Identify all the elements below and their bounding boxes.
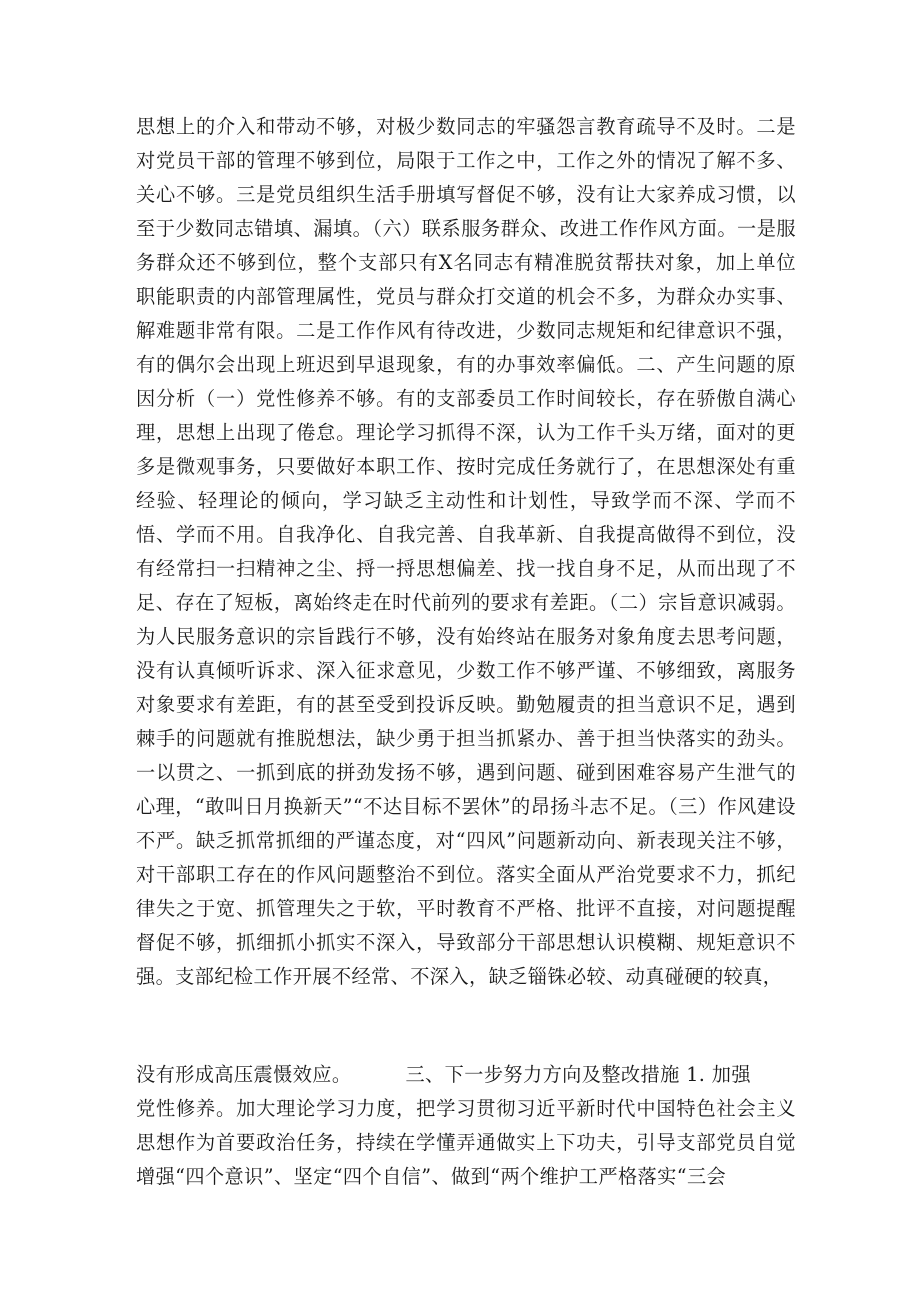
continuation-line (136, 1058, 796, 1092)
tail-paragraph: 党性修养。加大理论学习力度，把学习贯彻习近平新时代中国特色社会主义思想作为首要政治任务，持续在学懂弄通做实上下功夫，引导支部党员自觉增强“四个意识”、坚定“四个自信”、做到“两个维护工严格落实“三会 (136, 1097, 796, 1188)
continuation-left-text: 没有形成高压震慑效应。 (136, 1063, 352, 1086)
main-paragraph: 思想上的介入和带动不够，对极少数同志的牢骚怨言教育疏导不及时。二是对党员干部的管理不够到位，局限于工作之中，工作之外的情况了解不多、关心不够。三是党员组织生活手册填写督促不够，没有让大家养成习惯，以至于少数同志错填、漏填。（六）联系服务群众、改进工作作风方面。一是服务群众还不够到位，整个支部只有X名同志有精准脱贫帮扶对象，加上单位职能职责的内部管理属性，党员与群众打交道的机会不多，为群众办实事、解难题非常有限。二是工作作风有待改进，少数同志规矩和纪律意识不强，有的偶尔会出现上班迟到早退现象，有的办事效率偏低。二、产生问题的原因分析（一）党性修养不够。有的支部委员工作时间较长，存在骄傲自满心理，思想上出现了倦怠。理论学习抓得不深，认为工作千头万绪，面对的更多是微观事务，只要做好本职工作、按时完成任务就行了，在思想深处有重经验、轻理论的倾向，学习缺乏主动性和计划性，导致学而不深、学而不悟、学而不用。自我净化、自我完善、自我革新、自我提高做得不到位，没有经常扫一扫精神之尘、捋一捋思想偏差、找一找自身不足，从而出现了不足、存在了短板，离始终走在时代前列的要求有差距。（二）宗旨意识减弱。为人民服务意识的宗旨践行不够，没有始终站在服务对象角度去思考问题，没有认真倾听诉求、深入征求意见，少数工作不够严谨、不够细致，离服务对象要求有差距，有的甚至受到投诉反映。勤勉履责的担当意识不足，遇到棘手的问题就有推脱想法，缺少勇于担当抓紧办、善于担当快落实的劲头。一以贯之、一抓到底的拼劲发扬不够，遇到问题、碰到困难容易产生泄气的心理，“敢叫日月换新天”“不达目标不罢休”的昂扬斗志不足。（三）作风建设不严。缺乏抓常抓细的严谨态度，对“四风”问题新动向、新表现关注不够，对干部职工存在的作风问题整治不到位。落实全面从严治党要求不力，抓纪律失之于宽、抓管理失之于软，平时教育不严格、批评不直接，对问题提醒督促不够，抓细抓小抓实不深入，导致部分干部思想认识模糊、规矩意识不强。支部纪检工作开展不经常、不深入，缺乏锱铢必较、动真碰硬的较真， (136, 115, 796, 988)
section-three-heading: 三、下一步努力方向及整改措施 1. 加强 (405, 1063, 751, 1086)
